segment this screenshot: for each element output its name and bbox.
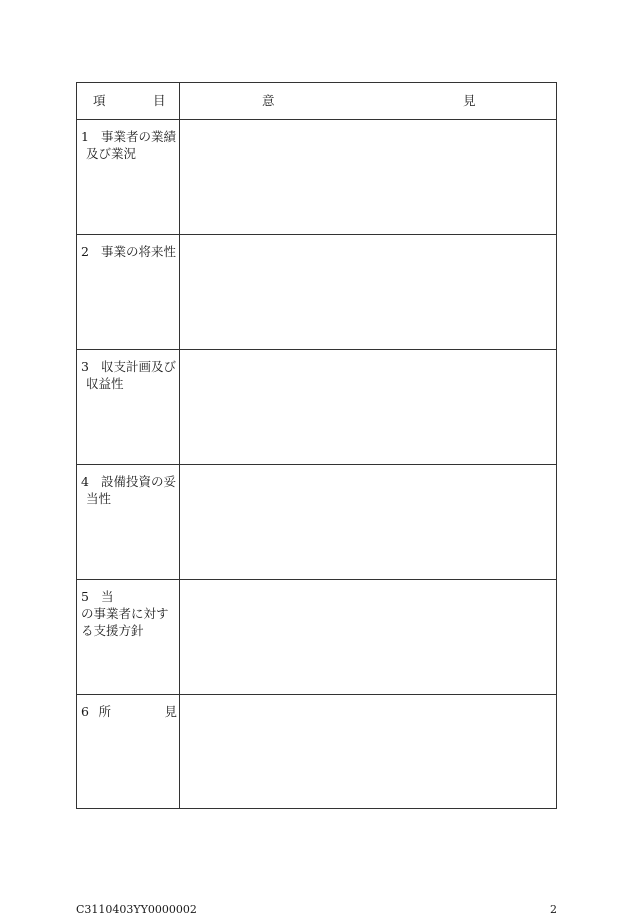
header-opinion-label-1: 意 bbox=[262, 93, 275, 108]
table-row bbox=[77, 120, 556, 235]
table-row bbox=[77, 350, 556, 465]
page-number: 2 bbox=[550, 903, 557, 916]
opinion-cell[interactable] bbox=[180, 350, 556, 464]
header-opinion-label-2: 見 bbox=[463, 93, 476, 108]
item-number: 1 bbox=[81, 129, 89, 144]
item-cell bbox=[81, 588, 177, 639]
opinion-cell[interactable] bbox=[180, 580, 556, 694]
item-label-part-1: 所 bbox=[98, 704, 111, 719]
item-cell bbox=[81, 703, 177, 720]
item-cell bbox=[81, 243, 177, 260]
table-row bbox=[77, 695, 556, 810]
item-label-continued: 当性 bbox=[86, 491, 112, 506]
item-label-part-2: 見 bbox=[164, 704, 177, 719]
table-row bbox=[77, 465, 556, 580]
table-row bbox=[77, 235, 556, 350]
item-number: 2 bbox=[81, 244, 89, 259]
table-header-row bbox=[77, 83, 556, 120]
item-number: 6 bbox=[81, 704, 89, 719]
item-label: 設備投資の妥 bbox=[101, 474, 177, 489]
item-label-continued: 及び業況 bbox=[86, 146, 137, 161]
item-label: 事業の将来性 bbox=[101, 244, 177, 259]
item-label-continued: の事業者に対す bbox=[81, 606, 169, 621]
opinion-cell[interactable] bbox=[180, 120, 556, 234]
opinion-form-table bbox=[76, 82, 557, 809]
item-cell bbox=[81, 473, 177, 507]
item-label: 事業者の業績 bbox=[101, 129, 177, 144]
item-label-continued: 収益性 bbox=[86, 376, 124, 391]
column-divider bbox=[179, 83, 180, 808]
opinion-cell[interactable] bbox=[180, 695, 556, 810]
header-item-label-1: 項 bbox=[93, 93, 106, 108]
item-cell bbox=[81, 128, 177, 162]
item-cell bbox=[81, 358, 177, 392]
item-number: 3 bbox=[81, 359, 89, 374]
header-item-label-2: 目 bbox=[153, 93, 166, 108]
item-number: 5 bbox=[81, 589, 89, 604]
document-code: C3110403YY0000002 bbox=[76, 903, 197, 916]
opinion-cell[interactable] bbox=[180, 235, 556, 349]
item-label: 収支計画及び bbox=[101, 359, 177, 374]
opinion-cell[interactable] bbox=[180, 465, 556, 579]
table-row bbox=[77, 580, 556, 695]
item-label-continued-2: る支援方針 bbox=[81, 623, 144, 638]
item-label: 当 bbox=[101, 589, 114, 604]
item-number: 4 bbox=[81, 474, 89, 489]
